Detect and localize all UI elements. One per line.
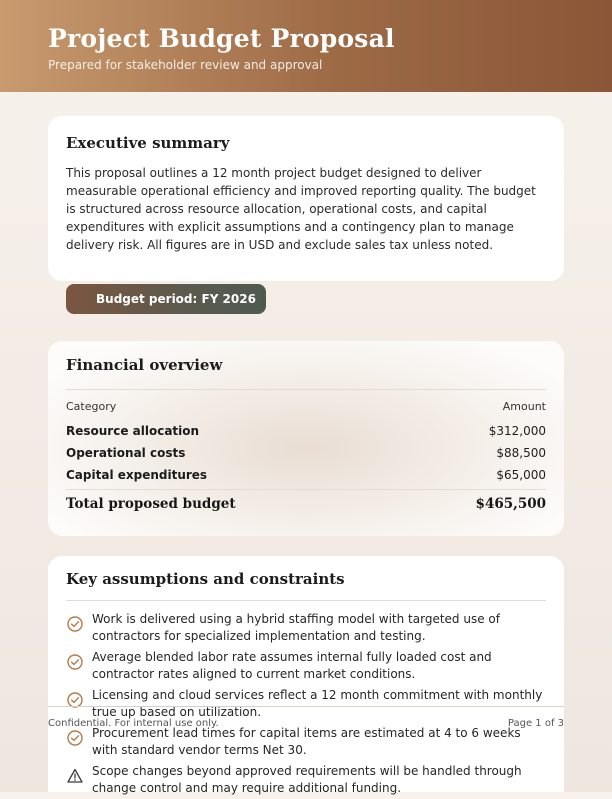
table-row-label: Operational costs bbox=[66, 446, 186, 460]
list-item-text: Procurement lead times for capital items are estimated at 4 to 6 weeks with standard vendor terms Net 30. bbox=[92, 726, 521, 757]
executive-summary-card bbox=[48, 116, 564, 281]
divider bbox=[66, 389, 546, 390]
table-row-value: $65,000 bbox=[496, 468, 546, 482]
page-subtitle: Prepared for stakeholder review and approval bbox=[48, 58, 323, 72]
table-row-label: Resource allocation bbox=[66, 424, 200, 438]
divider bbox=[66, 600, 546, 601]
list-item-text: Scope changes beyond approved requirements will be handled through change control and may require additional funding. bbox=[92, 764, 522, 795]
list-item bbox=[66, 611, 546, 647]
list-item-text: Work is delivered using a hybrid staffing model with targeted use of contractors for specialized implementation and testing. bbox=[92, 612, 500, 643]
page-number: Page 1 of 3 bbox=[507, 718, 564, 729]
confidential-note: Confidential. For internal use only. bbox=[48, 718, 219, 729]
warning-triangle-icon bbox=[66, 767, 84, 785]
list-item-text: Licensing and cloud services reflect a 12 month commitment with monthly true up based on utilization. bbox=[92, 688, 543, 719]
column-header-category: Category bbox=[66, 400, 117, 413]
financial-overview-card bbox=[48, 341, 564, 536]
list-item bbox=[66, 763, 546, 799]
financial-overview-title: Financial overview bbox=[66, 356, 223, 374]
page-title: Project Budget Proposal bbox=[48, 24, 395, 53]
executive-summary-title: Executive summary bbox=[66, 134, 230, 152]
table-row-value: $312,000 bbox=[488, 424, 546, 438]
total-value: $465,500 bbox=[475, 496, 546, 512]
list-item bbox=[66, 649, 546, 685]
table-row-value: $88,500 bbox=[496, 446, 546, 460]
assumptions-card bbox=[48, 556, 564, 795]
table-row-label: Capital expenditures bbox=[66, 468, 208, 482]
divider bbox=[66, 489, 546, 490]
assumptions-title: Key assumptions and constraints bbox=[66, 570, 345, 588]
check-circle-icon bbox=[66, 653, 84, 671]
list-item-text: Average blended labor rate assumes internal fully loaded cost and contractor rates aligned to current market conditions. bbox=[92, 650, 492, 681]
total-label: Total proposed budget bbox=[66, 496, 236, 512]
executive-summary-text: This proposal outlines a 12 month project budget designed to deliver measurable operational efficiency and improved reporting quality. The budget is structured across resource allocation, operational costs, and capital expenditures with explicit assumptions and a contingency plan to manage delivery risk. All figures are in USD and exclude sales tax unless noted. bbox=[66, 166, 536, 252]
column-header-amount: Amount bbox=[502, 400, 546, 413]
budget-period-badge: Budget period: FY 2026 bbox=[66, 284, 266, 314]
page-header bbox=[0, 0, 612, 92]
page-footer bbox=[48, 706, 564, 733]
check-circle-icon bbox=[66, 615, 84, 633]
